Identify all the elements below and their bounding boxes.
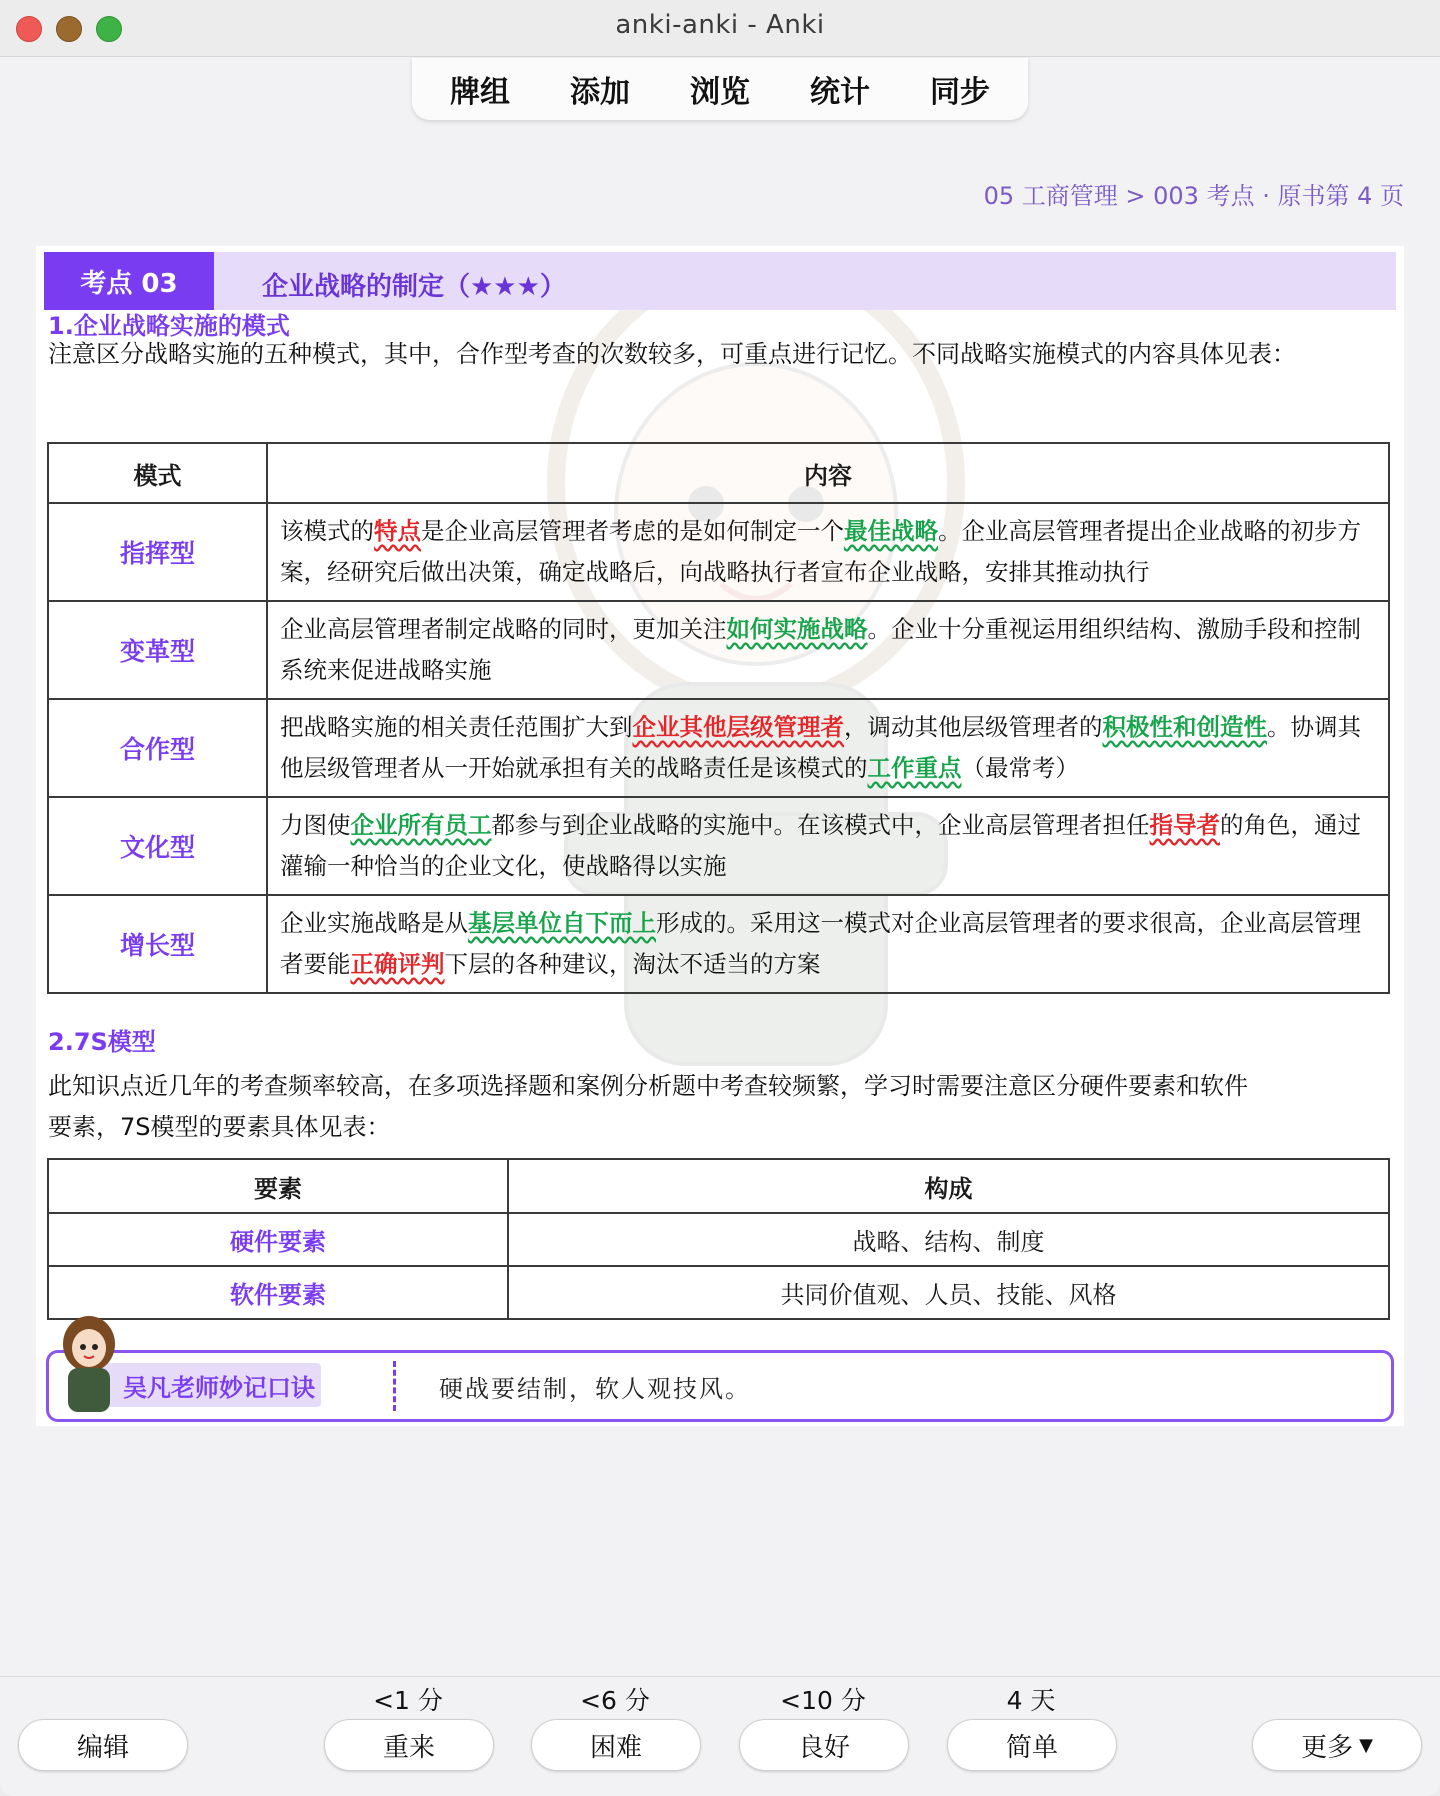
header-mode: 模式 [48, 443, 267, 503]
seven-s-table [47, 1158, 1390, 1320]
body-text: 该模式的 [280, 517, 374, 545]
table-row [48, 503, 1389, 601]
highlight-text: 积极性和创造性 [1102, 713, 1267, 741]
mode-description [267, 503, 1389, 601]
mode-description [267, 797, 1389, 895]
highlight-text: 企业所有员工 [350, 811, 492, 839]
top-nav [412, 58, 1028, 120]
title-bar [0, 0, 1440, 57]
nav-decks[interactable]: 牌组 [450, 75, 510, 110]
card-breadcrumb: 05 工商管理 > 003 考点 · 原书第 4 页 [983, 182, 1404, 210]
answer-bar [0, 1676, 1440, 1796]
topic-header [44, 252, 1396, 310]
row-value: 战略、结构、制度 [508, 1213, 1389, 1266]
mnemonic-label: 吴凡老师妙记口诀 [75, 1363, 321, 1407]
good-button[interactable]: 良好 [739, 1719, 909, 1771]
mode-description [267, 601, 1389, 699]
chevron-down-icon: ▼ [1359, 1734, 1373, 1756]
row-key: 硬件要素 [48, 1213, 508, 1266]
section2-heading: 2.7S模型 [48, 1028, 156, 1056]
more-label: 更多 [1301, 1732, 1354, 1763]
interval-easy: 4 天 [1006, 1686, 1056, 1715]
body-text: 形成的。采用这一模式对企业高层管理者的要求很高，企业高层管理者要能 [280, 909, 1361, 978]
row-value: 共同价值观、人员、技能、风格 [508, 1266, 1389, 1319]
mode-table [47, 442, 1390, 994]
header-content: 内容 [267, 443, 1389, 503]
section1-heading: 1.企业战略实施的模式 [48, 312, 290, 340]
mnemonic-box [46, 1350, 1394, 1422]
mode-name: 指挥型 [48, 503, 267, 601]
again-button[interactable]: 重来 [324, 1719, 494, 1771]
row-key: 软件要素 [48, 1266, 508, 1319]
nav-browse[interactable]: 浏览 [690, 75, 750, 110]
body-text: （最常考） [961, 754, 1079, 782]
nav-add[interactable]: 添加 [570, 75, 630, 110]
mode-name: 合作型 [48, 699, 267, 797]
table-row [48, 797, 1389, 895]
mode-description [267, 699, 1389, 797]
interval-good: <10 分 [780, 1686, 866, 1715]
highlight-text: 最佳战略 [844, 517, 938, 545]
nav-sync[interactable]: 同步 [930, 75, 990, 110]
table-header-row [48, 1159, 1389, 1213]
table-row [48, 1213, 1389, 1266]
mode-name: 变革型 [48, 601, 267, 699]
mode-description [267, 895, 1389, 993]
window-title: anki-anki - Anki [615, 10, 825, 40]
table-header-row [48, 443, 1389, 503]
header-composition: 构成 [508, 1159, 1389, 1213]
body-text: 的角色，通过灌输一种恰当的企业文化，使战略得以实施 [280, 811, 1361, 880]
more-button[interactable] [1252, 1719, 1422, 1771]
mnemonic-divider [393, 1361, 396, 1411]
body-text: 。企业高层管理者提出企业战略的初步方案，经研究后做出决策，确定战略后，向战略执行者宣布企业战略，安排其推动执行 [280, 517, 1361, 586]
table-row [48, 699, 1389, 797]
body-text: 是企业高层管理者考虑的是如何制定一个 [421, 517, 844, 545]
body-text: 企业高层管理者制定战略的同时，更加关注 [280, 615, 727, 643]
card-content [36, 246, 1404, 1426]
highlight-text: 基层单位自下而上 [468, 909, 656, 937]
interval-hard: <6 分 [580, 1686, 650, 1715]
highlight-text: 工作重点 [867, 754, 962, 782]
body-text: 企业实施战略是从 [280, 909, 468, 937]
interval-again: <1 分 [373, 1686, 443, 1715]
body-text: 把战略实施的相关责任范围扩大到 [280, 713, 633, 741]
table-row [48, 1266, 1389, 1319]
body-text: 力图使 [280, 811, 351, 839]
table-row [48, 895, 1389, 993]
easy-button[interactable]: 简单 [947, 1719, 1117, 1771]
mode-name: 文化型 [48, 797, 267, 895]
section1-intro: 注意区分战略实施的五种模式，其中，合作型考查的次数较多，可重点进行记忆。不同战略实施模式的内容具体见表： [48, 340, 1296, 368]
highlight-text: 正确评判 [350, 950, 445, 978]
body-text: 下层的各种建议，淘汰不适当的方案 [444, 950, 821, 978]
teacher-avatar-icon [54, 1314, 124, 1414]
edit-button[interactable]: 编辑 [18, 1719, 188, 1771]
table-row [48, 601, 1389, 699]
header-element: 要素 [48, 1159, 508, 1213]
hard-button[interactable]: 困难 [531, 1719, 701, 1771]
body-text: 都参与到企业战略的实施中。在该模式中，企业高层管理者担任 [491, 811, 1150, 839]
body-text: 。协调其他层级管理者从一开始就承担有关的战略责任是该模式的 [280, 713, 1361, 782]
section2-intro: 此知识点近几年的考查频率较高，在多项选择题和案例分析题中考查较频繁，学习时需要注意区分硬件要素和软件要素，7S模型的要素具体见表： [48, 1072, 1248, 1141]
topic-tag: 考点 03 [44, 252, 214, 310]
highlight-text: 特点 [374, 517, 421, 545]
highlight-text: 企业其他层级管理者 [632, 713, 844, 741]
highlight-text: 指导者 [1149, 811, 1220, 839]
mode-name: 增长型 [48, 895, 267, 993]
highlight-text: 如何实施战略 [726, 615, 868, 643]
nav-stats[interactable]: 统计 [810, 75, 870, 110]
body-text: 。企业十分重视运用组织结构、激励手段和控制系统来促进战略实施 [280, 615, 1361, 684]
mnemonic-text: 硬战要结制，软人观技风。 [439, 1375, 751, 1403]
topic-title: 企业战略的制定（★★★） [262, 272, 566, 302]
body-text: ，调动其他层级管理者的 [844, 713, 1103, 741]
